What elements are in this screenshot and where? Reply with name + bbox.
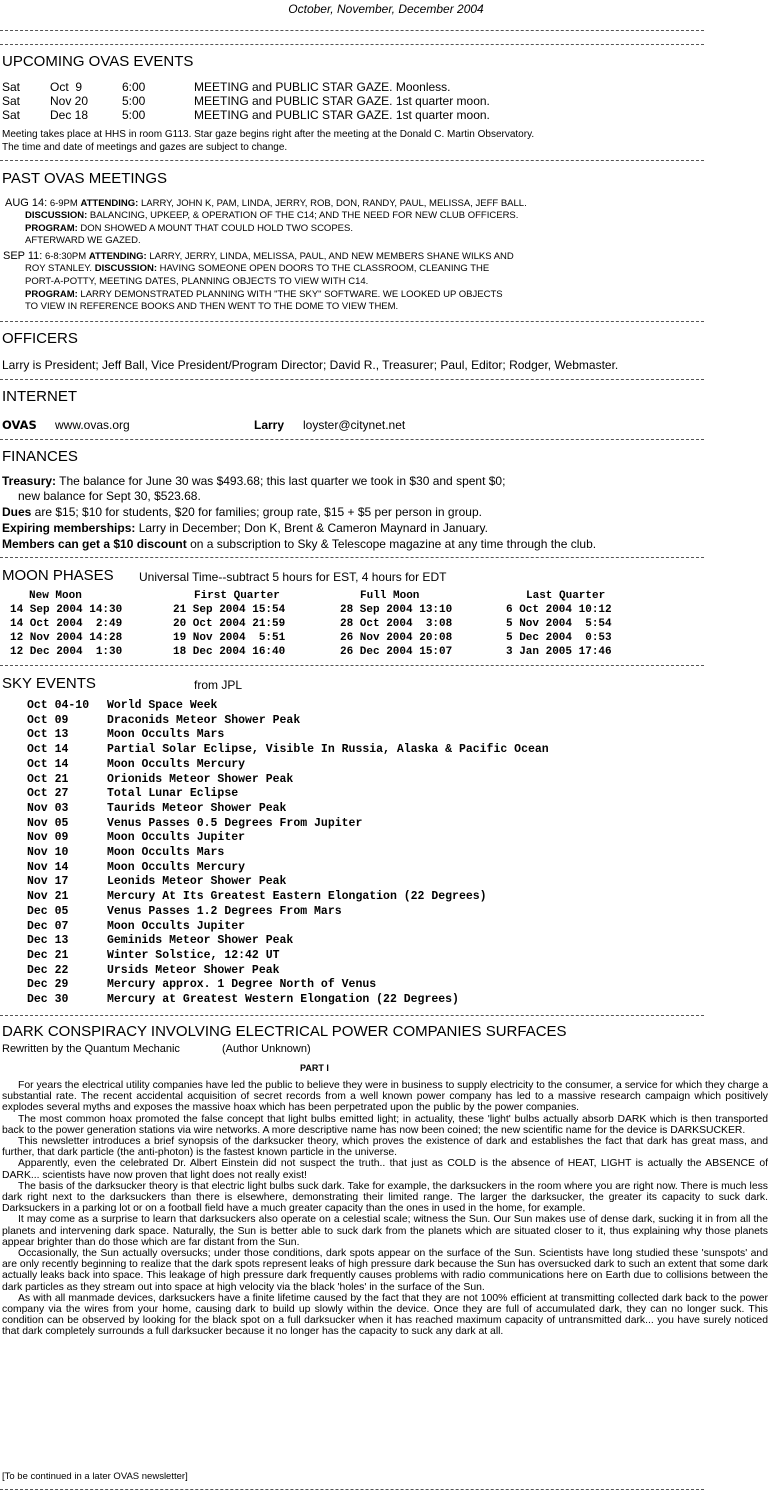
sep-discussion-line: ROY STANLEY. DISCUSSION: HAVING SOMEONE OPEN DOORS TO THE CLASSROOM, CLEANING THE — [25, 263, 490, 274]
expiring-line: Expiring memberships: Larry in December; Don K, Brent & Cameron Maynard in January. — [2, 521, 488, 535]
sky-event-name: Taurids Meteor Shower Peak — [107, 801, 287, 815]
sky-event-date: Dec 21 — [27, 948, 69, 962]
article-body — [2, 1080, 768, 1338]
sky-event-name: Orionids Meteor Shower Peak — [107, 772, 294, 786]
aug-meeting-line: AUG 14: 6-9PM ATTENDING: LARRY, JOHN K, PAM, LINDA, JERRY, ROB, DON, RANDY, PAUL, MELISSA, JEFF BALL. — [5, 197, 527, 209]
sky-event-date: Dec 05 — [27, 904, 69, 918]
sky-event-date: Dec 29 — [27, 978, 69, 992]
sky-event-date: Dec 30 — [27, 993, 69, 1006]
divider — [0, 1489, 704, 1490]
moon-phase-cell: 5 Nov 2004 5:54 — [506, 618, 612, 630]
moon-phase-cell: 21 Sep 2004 15:54 — [173, 604, 286, 616]
sky-event-date: Dec 13 — [27, 934, 69, 948]
moon-phase-cell: 6 Oct 2004 10:12 — [506, 604, 612, 616]
sky-event-date: Dec 07 — [27, 919, 69, 933]
article-author: (Author Unknown) — [222, 1043, 311, 1055]
sky-event-date: Nov 09 — [27, 831, 69, 845]
contact-name: Larry — [254, 418, 285, 432]
article-paragraph: It may come as a surprise to learn that darksuckers also operate on a celestial scale; witness the Sun. Our Sun makes use of dense dark, sucking it in from all the planets and intervening dark space. Naturally, the Sun is better able to suck dark from the planets which are situated closer to it, thus explaining why those planets appear brighter than do those which are far distant from the Sun. — [2, 1214, 768, 1248]
sky-event-name: Mercury At Its Greatest Eastern Elongation (22 Degrees) — [107, 890, 487, 904]
divider — [0, 379, 704, 380]
sky-event-date: Nov 10 — [27, 846, 69, 859]
article-paragraph: The most common hoax promoted the false concept that light bulbs emitted light; in actuality, these 'light' bulbs actually absorb DARK which is then transported back to the power generation stations via wire networks. A more descriptive name has now been coined; the new scientific name for the device is DARKSUCKER. — [2, 1113, 768, 1136]
sky-event-name: Venus Passes 1.2 Degrees From Mars — [107, 904, 342, 918]
moon-header-full: Full Moon — [360, 590, 420, 602]
sky-event-date: Oct 27 — [27, 787, 69, 801]
article-paragraph: As with all manmade devices, darksuckers have a finite lifetime caused by the fact that they are not 100% efficient at transmitting collected dark back to the power company via the wires from your home, causing dark to build up slowly within the device. Once they are full of accumulated dark, they can no longer suck. This condition can be observed by looking for the black spot on a full darksucker when it has reached maximum capacity of untransmitted dark... you have surely noticed that dark completely surrounds a full darksucker because it no longer has the capacity to suck any dark at all. — [2, 1292, 768, 1338]
sep-program-line: PROGRAM: LARRY DEMONSTRATED PLANNING WITH "THE SKY" SOFTWARE. WE LOOKED UP OBJECTS — [25, 289, 503, 300]
sep-meeting-line: SEP 11: 6-8:30PM ATTENDING: LARRY, JERRY, LINDA, MELISSA, PAUL, AND NEW MEMBERS SHANE WILKS AND — [3, 250, 514, 262]
moon-phase-cell: 26 Nov 2004 20:08 — [340, 632, 453, 644]
org-website-link[interactable]: www.ovas.org — [55, 418, 130, 432]
sky-event-name: Mercury approx. 1 Degree North of Venus — [107, 978, 377, 992]
internet-heading: INTERNET — [2, 388, 77, 405]
moon-phases-heading: MOON PHASES — [2, 567, 114, 584]
divider — [0, 665, 704, 666]
article-continued-note: [To be continued in a later OVAS newsletter] — [2, 1471, 188, 1482]
sky-event-name: Draconids Meteor Shower Peak — [107, 713, 301, 727]
divider — [0, 321, 704, 322]
article-byline: Rewritten by the Quantum Mechanic — [2, 1043, 180, 1055]
article-paragraph: For years the electrical utility companies have led the public to believe they were in business to supply electricity to the consumer, a service for which they charge a substantial rate. The recent accidental acquisition of secret records from a well known power company has led to a massive research campaign which positively explodes several myths and exposes the massive hoax which has been perpetrated upon the public by the power companies. — [2, 1080, 768, 1114]
article-paragraph: Apparently, even the celebrated Dr. Albert Einstein did not suspect the truth.. that just as COLD is the absence of HEAT, LIGHT is actually the ABSENCE of DARK... scientists have now proven that light does not really exist! — [2, 1158, 768, 1181]
sky-event-name: Winter Solstice, 12:42 UT — [107, 948, 280, 962]
schedule-change-note: The time and date of meetings and gazes are subject to change. — [2, 142, 288, 153]
moon-phase-cell: 12 Dec 2004 1:30 — [10, 646, 123, 658]
treasury-line: Treasury: The balance for June 30 was $493.68; this last quarter we took in $30 and spent $0; — [2, 474, 506, 488]
sky-event-name: Partial Solar Eclipse, Visible In Russia, Alaska & Pacific Ocean — [107, 743, 549, 757]
sky-event-date: Nov 21 — [27, 890, 69, 904]
moon-phase-cell: 5 Dec 2004 0:53 — [506, 632, 612, 644]
sky-event-name: Moon Occults Jupiter — [107, 919, 246, 933]
sky-event-date: Nov 05 — [27, 816, 69, 830]
sky-events-source: from JPL — [194, 678, 243, 692]
contact-email-link[interactable]: loyster@citynet.net — [303, 418, 406, 432]
event-row: Sat Dec 18 5:00 MEETING and PUBLIC STAR GAZE. 1st quarter moon. — [2, 108, 490, 122]
meeting-location-note: Meeting takes place at HHS in room G113. Star gaze begins right after the meeting at the Donald C. Martin Observatory. — [2, 129, 535, 140]
sky-event-name: Moon Occults Mars — [107, 846, 225, 859]
aug-program-line: PROGRAM: DON SHOWED A MOUNT THAT COULD HOLD TWO SCOPES. — [25, 223, 353, 234]
article-paragraph: This newsletter introduces a brief synopsis of the darksucker theory, which proves the existence of dark and establishes the fact that dark has great mass, and further, that dark particle (the anti-photon) is the fastest known particle in the universe. — [2, 1136, 768, 1159]
upcoming-events-heading: UPCOMING OVAS EVENTS — [2, 53, 194, 70]
event-row: Sat Oct 9 6:00 MEETING and PUBLIC STAR GAZE. Moonless. — [2, 80, 451, 94]
moon-phase-cell: 26 Dec 2004 15:07 — [340, 646, 453, 658]
sky-event-name: Total Lunar Eclipse — [107, 787, 239, 801]
sky-event-date: Nov 17 — [27, 875, 69, 889]
moon-header-new: New Moon — [29, 590, 82, 602]
sky-event-date: Nov 14 — [27, 860, 69, 874]
sky-event-name: Geminids Meteor Shower Peak — [107, 934, 294, 948]
article-paragraph: The basis of the darksucker theory is that electric light bulbs suck dark. Take for example, the darksuckers in the room where you are right now. There is much less dark right next to the darksuckers than there is elsewhere, demonstrating their limited range. The larger the darksucker, the greater its capacity to suck dark. Darksuckers in a parking lot or on a football field have a much greater capacity than the ones in used in the home, for example. — [2, 1180, 768, 1215]
sky-event-name: Mercury at Greatest Western Elongation (22 Degrees) — [107, 993, 459, 1006]
divider — [0, 160, 704, 161]
sky-event-date: Nov 03 — [27, 801, 69, 815]
sky-event-name: World Space Week — [107, 699, 218, 712]
dues-line: Dues are $15; $10 for students, $20 for families; group rate, $15 + $5 per person in group. — [2, 505, 482, 519]
sky-event-date: Oct 14 — [27, 743, 69, 757]
sky-event-name: Moon Occults Mercury — [107, 860, 246, 874]
sky-event-date: Oct 14 — [27, 757, 69, 771]
issue-date: October, November, December 2004 — [288, 2, 484, 16]
sky-event-name: Leonids Meteor Shower Peak — [107, 875, 287, 889]
sky-event-date: Oct 04-10 — [27, 699, 90, 712]
divider — [0, 44, 704, 45]
divider — [0, 557, 704, 558]
moon-phase-cell: 18 Dec 2004 16:40 — [173, 646, 286, 658]
sky-event-name: Venus Passes 0.5 Degrees From Jupiter — [107, 816, 363, 830]
treasury-balance-line: new balance for Sept 30, $523.68. — [18, 489, 201, 503]
divider — [0, 439, 704, 440]
officers-list: Larry is President; Jeff Ball, Vice President/Program Director; David R., Treasurer; Paul, Editor; Rodger, Webmaster. — [2, 358, 619, 372]
sky-event-date: Oct 09 — [27, 713, 69, 727]
moon-phase-cell: 14 Oct 2004 2:49 — [10, 618, 123, 630]
moon-phase-cell: 19 Nov 2004 5:51 — [173, 632, 286, 644]
moon-phase-cell: 3 Jan 2005 17:46 — [506, 646, 612, 658]
moon-phase-cell: 20 Oct 2004 21:59 — [173, 618, 286, 630]
sky-events-heading: SKY EVENTS — [2, 675, 96, 692]
sky-event-date: Oct 13 — [27, 728, 69, 742]
sky-event-date: Oct 21 — [27, 772, 69, 786]
aug-after-line: AFTERWARD WE GAZED. — [25, 235, 141, 246]
past-meetings-heading: PAST OVAS MEETINGS — [2, 170, 168, 187]
moon-phase-cell: 28 Oct 2004 3:08 — [340, 618, 453, 630]
divider — [0, 30, 704, 31]
sky-event-name: Moon Occults Mercury — [107, 757, 246, 771]
moon-phase-cell: 28 Sep 2004 13:10 — [340, 604, 453, 616]
sep-line-3: PORT-A-POTTY, MEETING DATES, PLANNING OBJECTS TO VIEW WITH C14. — [25, 276, 369, 287]
moon-phase-cell: 12 Nov 2004 14:28 — [10, 632, 123, 644]
discount-line: Members can get a $10 discount on a subscription to Sky & Telescope magazine at any time through the club. — [2, 537, 597, 551]
moon-header-first: First Quarter — [194, 590, 280, 602]
event-row: Sat Nov 20 5:00 MEETING and PUBLIC STAR GAZE. 1st quarter moon. — [2, 94, 490, 108]
sky-event-name: Ursids Meteor Shower Peak — [107, 963, 280, 977]
finances-heading: FINANCES — [2, 448, 78, 465]
divider — [0, 1015, 704, 1016]
article-paragraph: Occasionally, the Sun actually oversucks; under those conditions, dark spots appear on the surface of the Sun. Scientists have long studied these 'sunspots' and are only recently beginning to realize that the dark spots represent leaks of high pressure dark because the Sun has oversucked dark to such an extent that some dark actually leaks back into space. This leakage of high pressure dark frequently causes problems with radio communications here on Earth due to collisions between the dark particles as they stream out into space at high velocity via the black 'holes' in the surface of the Sun. — [2, 1248, 768, 1293]
officers-heading: OFFICERS — [2, 330, 78, 347]
moon-phases-subtitle: Universal Time--subtract 5 hours for EST, 4 hours for EDT — [139, 570, 447, 584]
aug-discussion-line: DISCUSSION: BALANCING, UPKEEP, & OPERATION OF THE C14; AND THE NEED FOR NEW CLUB OFFICERS. — [25, 210, 519, 221]
sep-line-5: TO VIEW IN REFERENCE BOOKS AND THEN WENT TO THE DOME TO VIEW THEM. — [25, 301, 399, 312]
sky-event-name: Moon Occults Mars — [107, 728, 225, 742]
moon-phase-cell: 14 Sep 2004 14:30 — [10, 604, 123, 616]
article-part-label: PART I — [300, 1063, 329, 1073]
org-label: OVAS — [2, 418, 37, 432]
sky-event-name: Moon Occults Jupiter — [107, 831, 246, 845]
moon-header-last: Last Quarter — [526, 590, 606, 602]
article-title: DARK CONSPIRACY INVOLVING ELECTRICAL POWER COMPANIES SURFACES — [2, 1023, 567, 1040]
sky-event-date: Dec 22 — [27, 963, 69, 977]
